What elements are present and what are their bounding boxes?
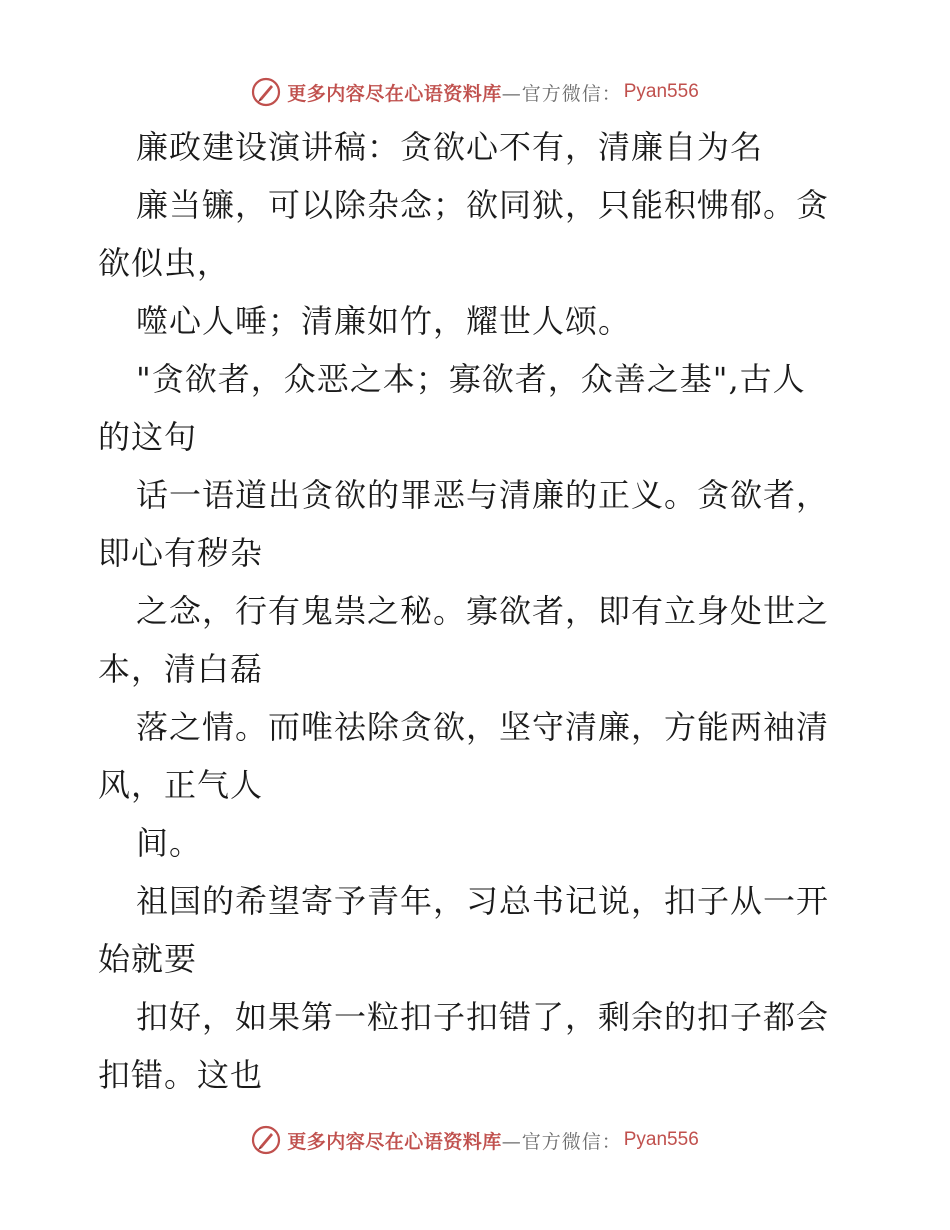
- paragraph-line: 廉当镰，可以除杂念；欲同狱，只能积怫郁。贪: [136, 186, 830, 224]
- banner-sub-text: —官方微信：: [501, 1130, 622, 1153]
- banner-wechat-id: Pyan556: [623, 1129, 699, 1150]
- document-body: [98, 118, 858, 1104]
- banner-main-text: 更多内容尽在心语资料库: [287, 1130, 502, 1153]
- document-title: 廉政建设演讲稿：贪欲心不有，清廉自为名: [136, 128, 764, 166]
- quill-pen-logo-icon: [251, 1125, 281, 1155]
- banner-wechat-id: Pyan556: [623, 81, 699, 102]
- paragraph-line-cont: 欲似虫，: [98, 244, 231, 282]
- paragraph-line: 祖国的希望寄予青年，习总书记说，扣子从一开: [136, 882, 830, 920]
- paragraph-line: 扣好，如果第一粒扣子扣错了，剩余的扣子都会: [136, 998, 830, 1036]
- paragraph-line-cont: 的这句: [98, 418, 198, 456]
- banner-sub-text: —官方微信：: [501, 82, 622, 105]
- footer-banner: [0, 1120, 950, 1160]
- paragraph-line-cont: 扣错。这也: [98, 1056, 264, 1094]
- header-banner: [0, 72, 950, 112]
- paragraph-line-cont: 风，正气人: [98, 766, 264, 804]
- banner-main-text: 更多内容尽在心语资料库: [287, 82, 502, 105]
- paragraph-line-cont: 本，清白磊: [98, 650, 264, 688]
- paragraph-line: 间。: [136, 824, 203, 862]
- paragraph-line: 话一语道出贪欲的罪恶与清廉的正义。贪欲者，: [136, 476, 830, 514]
- paragraph-line-cont: 始就要: [98, 940, 198, 978]
- paragraph-line: 噬心人唾；清廉如竹，耀世人颂。: [136, 302, 632, 340]
- paragraph-line-cont: 即心有秽杂: [98, 534, 264, 572]
- quill-pen-logo-icon: [251, 77, 281, 107]
- paragraph-line: 之念，行有鬼祟之秘。寡欲者，即有立身处世之: [136, 592, 830, 630]
- paragraph-line: 落之情。而唯祛除贪欲，坚守清廉，方能两袖清: [136, 708, 830, 746]
- paragraph-line: "贪欲者，众恶之本；寡欲者，众善之基",古人: [136, 360, 806, 398]
